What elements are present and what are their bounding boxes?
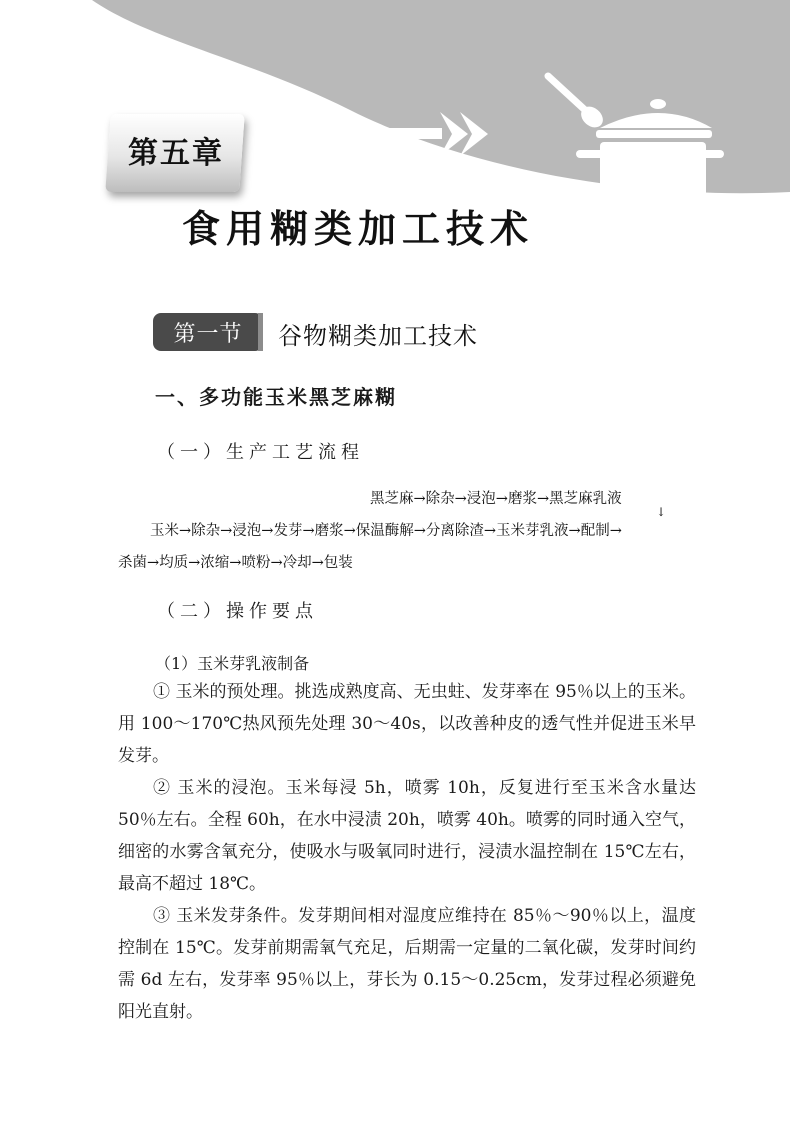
paragraph-pretreatment: ① 玉米的预处理。挑选成熟度高、无虫蛀、发芽率在 95％以上的玉米。用 100～170℃热风预先处理 30～40s，以改善种皮的透气性并促进玉米早发芽。 <box>118 682 696 766</box>
chapter-title: 食用糊类加工技术 <box>182 207 535 251</box>
heading-process-flow: （一）生产工艺流程 <box>157 442 364 463</box>
section-label: 第一节 <box>173 321 243 347</box>
section-badge <box>153 313 263 351</box>
section-divider <box>258 313 263 351</box>
heading-key-points: （二）操作要点 <box>157 601 318 622</box>
item-heading: （1）玉米芽乳液制备 <box>155 654 310 673</box>
flow-line-corn: 玉米→除杂→浸泡→发芽→磨浆→保温酶解→分离除渣→玉米芽乳液→配制→ <box>150 523 622 539</box>
heading-level1: 一、多功能玉米黑芝麻糊 <box>155 385 397 409</box>
paragraph-soaking: ② 玉米的浸泡。玉米每浸 5h，喷雾 10h，反复进行至玉米含水量达 50％左右。全程 60h，在水中浸渍 20h，喷雾 40h。喷雾的同时通入空气，细密的水雾含氧充分，使吸水与吸氧同时进行，浸渍水温控制在 15℃左右，最高不超过 18℃。 <box>118 778 696 894</box>
down-arrow-icon: ↓ <box>656 505 667 519</box>
chapter-label: 第五章 <box>128 136 224 171</box>
paragraph-germination: ③ 玉米发芽条件。发芽期间相对湿度应维持在 85％～90％以上，温度控制在 15℃。发芽前期需氧气充足，后期需一定量的二氧化碳，发芽时间约需 6d 左右，发芽率 95％以上，芽长为 0.15～0.25cm，发芽过程必须避免阳光直射。 <box>118 906 696 1022</box>
flow-line-final: 杀菌→均质→浓缩→喷粉→冷却→包装 <box>118 555 353 571</box>
section-title: 谷物糊类加工技术 <box>278 322 478 350</box>
flow-line-sesame: 黑芝麻→除杂→浸泡→磨浆→黑芝麻乳液 <box>370 491 622 507</box>
